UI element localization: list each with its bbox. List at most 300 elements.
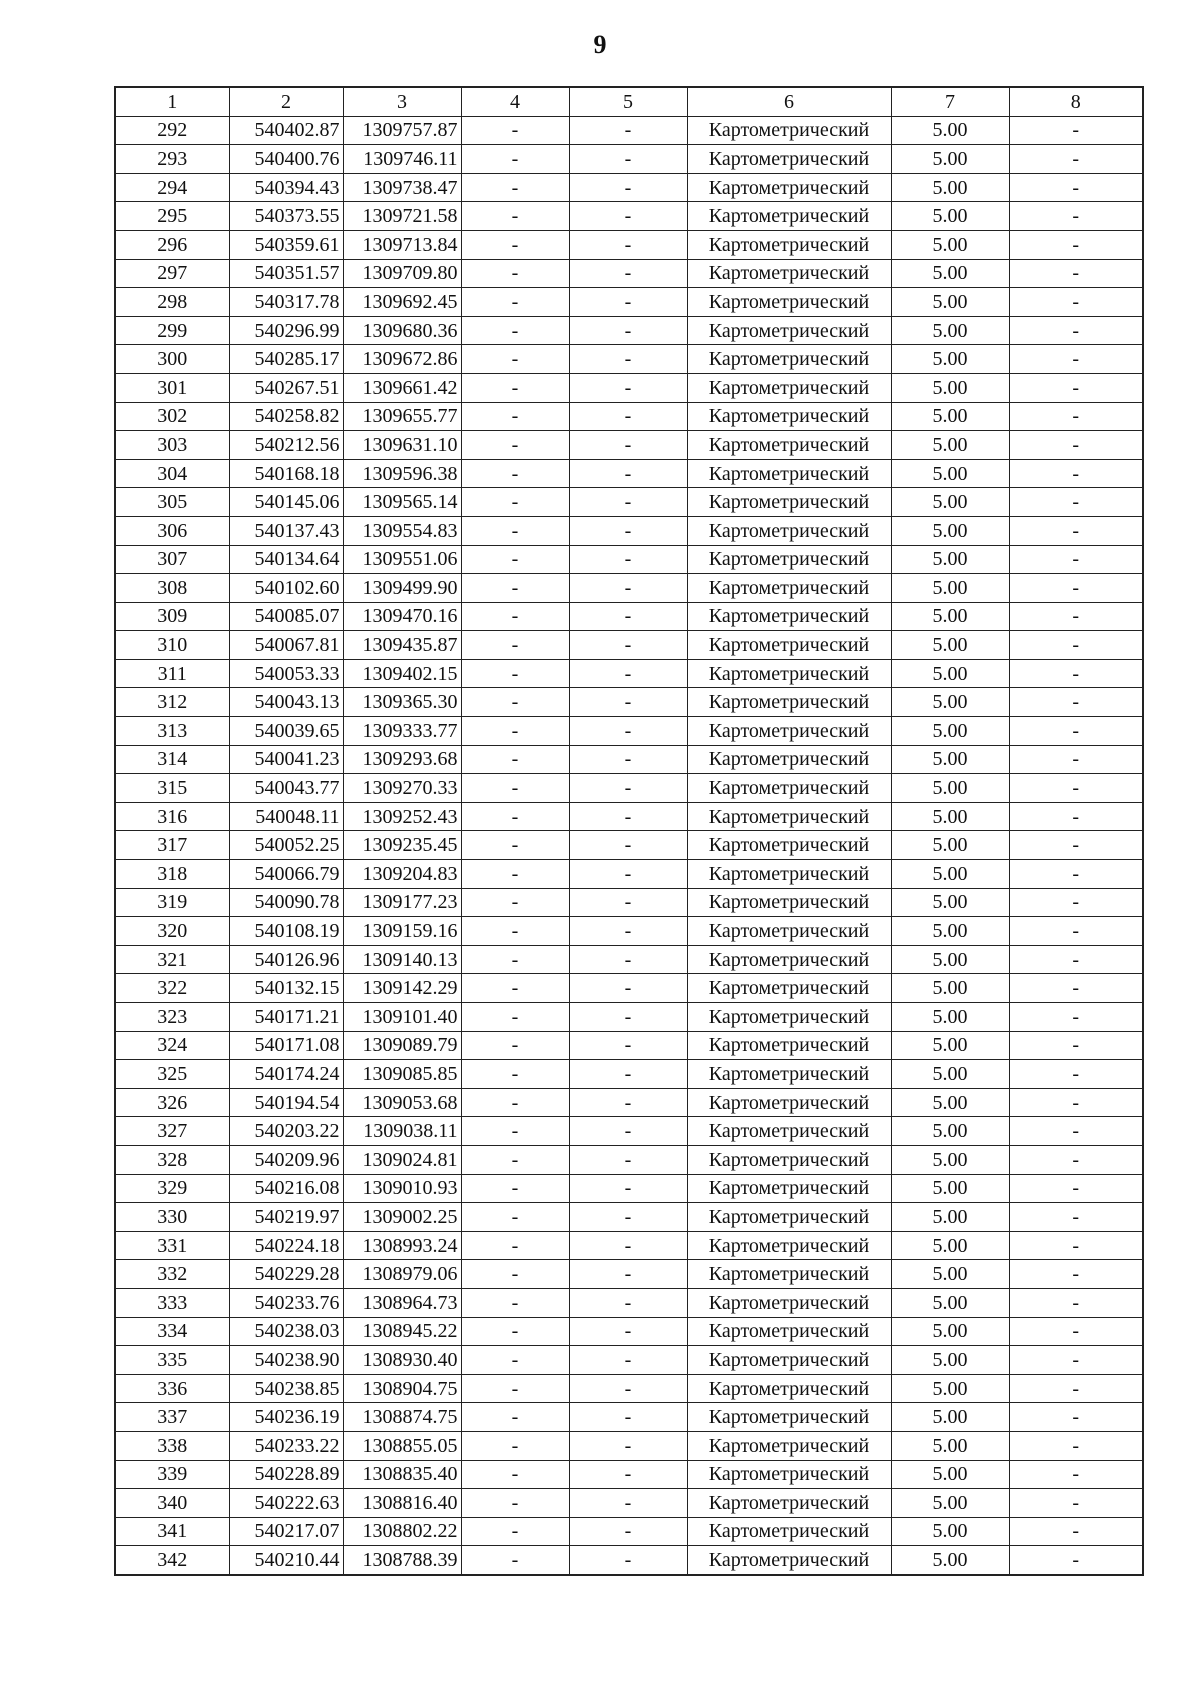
point-number-cell: 309 [115, 602, 229, 631]
y-coordinate-cell: 1309140.13 [343, 945, 461, 974]
y-coordinate-cell: 1309002.25 [343, 1203, 461, 1232]
accuracy-cell: 5.00 [891, 288, 1009, 317]
accuracy-cell: 5.00 [891, 516, 1009, 545]
point-number-cell: 299 [115, 316, 229, 345]
table-row [115, 1489, 1143, 1518]
col5-cell: - [569, 945, 687, 974]
col4-cell: - [461, 602, 569, 631]
col4-cell: - [461, 888, 569, 917]
col8-cell: - [1009, 917, 1143, 946]
accuracy-cell: 5.00 [891, 974, 1009, 1003]
accuracy-cell: 5.00 [891, 1060, 1009, 1089]
col5-cell: - [569, 230, 687, 259]
y-coordinate-cell: 1309680.36 [343, 316, 461, 345]
accuracy-cell: 5.00 [891, 1517, 1009, 1546]
method-cell: Картометрический [687, 717, 891, 746]
col4-cell: - [461, 545, 569, 574]
point-number-cell: 323 [115, 1003, 229, 1032]
y-coordinate-cell: 1309365.30 [343, 688, 461, 717]
point-number-cell: 329 [115, 1174, 229, 1203]
column-header-8: 8 [1009, 87, 1143, 116]
col5-cell: - [569, 1346, 687, 1375]
coordinates-table [114, 86, 1144, 1576]
col4-cell: - [461, 831, 569, 860]
y-coordinate-cell: 1309252.43 [343, 802, 461, 831]
accuracy-cell: 5.00 [891, 945, 1009, 974]
y-coordinate-cell: 1309435.87 [343, 631, 461, 660]
x-coordinate-cell: 540402.87 [229, 116, 343, 145]
col5-cell: - [569, 1203, 687, 1232]
col5-cell: - [569, 288, 687, 317]
x-coordinate-cell: 540048.11 [229, 802, 343, 831]
col8-cell: - [1009, 373, 1143, 402]
col4-cell: - [461, 945, 569, 974]
point-number-cell: 319 [115, 888, 229, 917]
col8-cell: - [1009, 1517, 1143, 1546]
col5-cell: - [569, 802, 687, 831]
method-cell: Картометрический [687, 917, 891, 946]
col4-cell: - [461, 1317, 569, 1346]
y-coordinate-cell: 1309746.11 [343, 145, 461, 174]
point-number-cell: 302 [115, 402, 229, 431]
x-coordinate-cell: 540052.25 [229, 831, 343, 860]
method-cell: Картометрический [687, 802, 891, 831]
col5-cell: - [569, 1403, 687, 1432]
y-coordinate-cell: 1309596.38 [343, 459, 461, 488]
table-row [115, 1431, 1143, 1460]
table-row [115, 631, 1143, 660]
col8-cell: - [1009, 888, 1143, 917]
x-coordinate-cell: 540217.07 [229, 1517, 343, 1546]
x-coordinate-cell: 540043.77 [229, 774, 343, 803]
col5-cell: - [569, 1546, 687, 1575]
y-coordinate-cell: 1309655.77 [343, 402, 461, 431]
col5-cell: - [569, 1117, 687, 1146]
x-coordinate-cell: 540285.17 [229, 345, 343, 374]
column-header-3: 3 [343, 87, 461, 116]
y-coordinate-cell: 1309713.84 [343, 230, 461, 259]
table-row [115, 1117, 1143, 1146]
accuracy-cell: 5.00 [891, 1374, 1009, 1403]
accuracy-cell: 5.00 [891, 1088, 1009, 1117]
col4-cell: - [461, 316, 569, 345]
x-coordinate-cell: 540067.81 [229, 631, 343, 660]
point-number-cell: 296 [115, 230, 229, 259]
column-header-7: 7 [891, 87, 1009, 116]
accuracy-cell: 5.00 [891, 1317, 1009, 1346]
y-coordinate-cell: 1308835.40 [343, 1460, 461, 1489]
table-row [115, 116, 1143, 145]
point-number-cell: 304 [115, 459, 229, 488]
point-number-cell: 342 [115, 1546, 229, 1575]
col8-cell: - [1009, 1145, 1143, 1174]
col8-cell: - [1009, 202, 1143, 231]
col8-cell: - [1009, 602, 1143, 631]
point-number-cell: 292 [115, 116, 229, 145]
y-coordinate-cell: 1308993.24 [343, 1231, 461, 1260]
accuracy-cell: 5.00 [891, 1117, 1009, 1146]
col5-cell: - [569, 173, 687, 202]
col4-cell: - [461, 1003, 569, 1032]
col8-cell: - [1009, 1403, 1143, 1432]
table-row [115, 802, 1143, 831]
point-number-cell: 320 [115, 917, 229, 946]
accuracy-cell: 5.00 [891, 202, 1009, 231]
x-coordinate-cell: 540267.51 [229, 373, 343, 402]
column-header-1: 1 [115, 87, 229, 116]
y-coordinate-cell: 1309757.87 [343, 116, 461, 145]
y-coordinate-cell: 1309235.45 [343, 831, 461, 860]
method-cell: Картометрический [687, 345, 891, 374]
y-coordinate-cell: 1308788.39 [343, 1546, 461, 1575]
table-row [115, 745, 1143, 774]
col5-cell: - [569, 1460, 687, 1489]
col5-cell: - [569, 688, 687, 717]
x-coordinate-cell: 540238.03 [229, 1317, 343, 1346]
y-coordinate-cell: 1308874.75 [343, 1403, 461, 1432]
method-cell: Картометрический [687, 488, 891, 517]
col4-cell: - [461, 1346, 569, 1375]
x-coordinate-cell: 540194.54 [229, 1088, 343, 1117]
method-cell: Картометрический [687, 1460, 891, 1489]
method-cell: Картометрический [687, 1203, 891, 1232]
col5-cell: - [569, 1174, 687, 1203]
table-row [115, 1517, 1143, 1546]
col8-cell: - [1009, 860, 1143, 889]
method-cell: Картометрический [687, 1031, 891, 1060]
table-row [115, 917, 1143, 946]
accuracy-cell: 5.00 [891, 917, 1009, 946]
y-coordinate-cell: 1308904.75 [343, 1374, 461, 1403]
x-coordinate-cell: 540090.78 [229, 888, 343, 917]
point-number-cell: 330 [115, 1203, 229, 1232]
accuracy-cell: 5.00 [891, 1174, 1009, 1203]
table-row [115, 1460, 1143, 1489]
accuracy-cell: 5.00 [891, 1260, 1009, 1289]
accuracy-cell: 5.00 [891, 545, 1009, 574]
x-coordinate-cell: 540209.96 [229, 1145, 343, 1174]
table-row [115, 1088, 1143, 1117]
point-number-cell: 313 [115, 717, 229, 746]
method-cell: Картометрический [687, 173, 891, 202]
table-row [115, 488, 1143, 517]
col4-cell: - [461, 917, 569, 946]
y-coordinate-cell: 1308802.22 [343, 1517, 461, 1546]
table-row [115, 659, 1143, 688]
x-coordinate-cell: 540351.57 [229, 259, 343, 288]
point-number-cell: 333 [115, 1288, 229, 1317]
y-coordinate-cell: 1309499.90 [343, 574, 461, 603]
col8-cell: - [1009, 717, 1143, 746]
table-body [115, 116, 1143, 1575]
table-row [115, 459, 1143, 488]
x-coordinate-cell: 540233.22 [229, 1431, 343, 1460]
col5-cell: - [569, 316, 687, 345]
col5-cell: - [569, 974, 687, 1003]
table-row [115, 774, 1143, 803]
col8-cell: - [1009, 802, 1143, 831]
accuracy-cell: 5.00 [891, 1489, 1009, 1518]
y-coordinate-cell: 1309177.23 [343, 888, 461, 917]
col8-cell: - [1009, 173, 1143, 202]
col5-cell: - [569, 259, 687, 288]
x-coordinate-cell: 540203.22 [229, 1117, 343, 1146]
y-coordinate-cell: 1309101.40 [343, 1003, 461, 1032]
table-row [115, 1288, 1143, 1317]
col8-cell: - [1009, 1460, 1143, 1489]
table-row [115, 230, 1143, 259]
y-coordinate-cell: 1308964.73 [343, 1288, 461, 1317]
col8-cell: - [1009, 1288, 1143, 1317]
col4-cell: - [461, 459, 569, 488]
method-cell: Картометрический [687, 631, 891, 660]
accuracy-cell: 5.00 [891, 1546, 1009, 1575]
method-cell: Картометрический [687, 1374, 891, 1403]
x-coordinate-cell: 540134.64 [229, 545, 343, 574]
method-cell: Картометрический [687, 602, 891, 631]
col5-cell: - [569, 717, 687, 746]
col4-cell: - [461, 288, 569, 317]
method-cell: Картометрический [687, 774, 891, 803]
point-number-cell: 340 [115, 1489, 229, 1518]
method-cell: Картометрический [687, 974, 891, 1003]
col8-cell: - [1009, 659, 1143, 688]
accuracy-cell: 5.00 [891, 1231, 1009, 1260]
method-cell: Картометрический [687, 1546, 891, 1575]
table-row [115, 1346, 1143, 1375]
y-coordinate-cell: 1309661.42 [343, 373, 461, 402]
point-number-cell: 339 [115, 1460, 229, 1489]
accuracy-cell: 5.00 [891, 1031, 1009, 1060]
col4-cell: - [461, 1145, 569, 1174]
method-cell: Картометрический [687, 1288, 891, 1317]
col8-cell: - [1009, 631, 1143, 660]
col4-cell: - [461, 373, 569, 402]
point-number-cell: 328 [115, 1145, 229, 1174]
col5-cell: - [569, 202, 687, 231]
col8-cell: - [1009, 774, 1143, 803]
method-cell: Картометрический [687, 431, 891, 460]
col8-cell: - [1009, 1546, 1143, 1575]
y-coordinate-cell: 1309089.79 [343, 1031, 461, 1060]
col4-cell: - [461, 345, 569, 374]
y-coordinate-cell: 1309402.15 [343, 659, 461, 688]
point-number-cell: 324 [115, 1031, 229, 1060]
x-coordinate-cell: 540359.61 [229, 230, 343, 259]
col8-cell: - [1009, 1088, 1143, 1117]
col5-cell: - [569, 774, 687, 803]
col4-cell: - [461, 745, 569, 774]
x-coordinate-cell: 540216.08 [229, 1174, 343, 1203]
col8-cell: - [1009, 831, 1143, 860]
x-coordinate-cell: 540233.76 [229, 1288, 343, 1317]
y-coordinate-cell: 1308855.05 [343, 1431, 461, 1460]
page-number: 9 [593, 30, 607, 59]
method-cell: Картометрический [687, 888, 891, 917]
x-coordinate-cell: 540400.76 [229, 145, 343, 174]
y-coordinate-cell: 1309565.14 [343, 488, 461, 517]
col5-cell: - [569, 1031, 687, 1060]
accuracy-cell: 5.00 [891, 431, 1009, 460]
col8-cell: - [1009, 1003, 1143, 1032]
col8-cell: - [1009, 1203, 1143, 1232]
accuracy-cell: 5.00 [891, 173, 1009, 202]
col5-cell: - [569, 145, 687, 174]
x-coordinate-cell: 540258.82 [229, 402, 343, 431]
accuracy-cell: 5.00 [891, 774, 1009, 803]
col4-cell: - [461, 1489, 569, 1518]
col8-cell: - [1009, 345, 1143, 374]
method-cell: Картометрический [687, 288, 891, 317]
col4-cell: - [461, 230, 569, 259]
table-row [115, 945, 1143, 974]
col5-cell: - [569, 574, 687, 603]
point-number-cell: 293 [115, 145, 229, 174]
point-number-cell: 332 [115, 1260, 229, 1289]
col4-cell: - [461, 1117, 569, 1146]
col4-cell: - [461, 116, 569, 145]
accuracy-cell: 5.00 [891, 402, 1009, 431]
method-cell: Картометрический [687, 1489, 891, 1518]
accuracy-cell: 5.00 [891, 1431, 1009, 1460]
point-number-cell: 336 [115, 1374, 229, 1403]
col8-cell: - [1009, 1060, 1143, 1089]
point-number-cell: 306 [115, 516, 229, 545]
header-row [115, 87, 1143, 116]
col8-cell: - [1009, 1117, 1143, 1146]
point-number-cell: 318 [115, 860, 229, 889]
accuracy-cell: 5.00 [891, 1460, 1009, 1489]
y-coordinate-cell: 1309293.68 [343, 745, 461, 774]
table-row [115, 688, 1143, 717]
point-number-cell: 334 [115, 1317, 229, 1346]
col8-cell: - [1009, 688, 1143, 717]
accuracy-cell: 5.00 [891, 860, 1009, 889]
x-coordinate-cell: 540238.90 [229, 1346, 343, 1375]
col8-cell: - [1009, 459, 1143, 488]
col5-cell: - [569, 1260, 687, 1289]
point-number-cell: 341 [115, 1517, 229, 1546]
table-row [115, 860, 1143, 889]
accuracy-cell: 5.00 [891, 1346, 1009, 1375]
table-row [115, 1174, 1143, 1203]
col5-cell: - [569, 1489, 687, 1518]
column-header-2: 2 [229, 87, 343, 116]
x-coordinate-cell: 540168.18 [229, 459, 343, 488]
point-number-cell: 321 [115, 945, 229, 974]
col4-cell: - [461, 202, 569, 231]
col5-cell: - [569, 631, 687, 660]
col5-cell: - [569, 1374, 687, 1403]
accuracy-cell: 5.00 [891, 659, 1009, 688]
col5-cell: - [569, 516, 687, 545]
x-coordinate-cell: 540053.33 [229, 659, 343, 688]
y-coordinate-cell: 1309721.58 [343, 202, 461, 231]
table-row [115, 1403, 1143, 1432]
table-row [115, 145, 1143, 174]
point-number-cell: 310 [115, 631, 229, 660]
accuracy-cell: 5.00 [891, 1003, 1009, 1032]
y-coordinate-cell: 1309631.10 [343, 431, 461, 460]
point-number-cell: 325 [115, 1060, 229, 1089]
accuracy-cell: 5.00 [891, 316, 1009, 345]
col8-cell: - [1009, 1374, 1143, 1403]
table-row [115, 1203, 1143, 1232]
col8-cell: - [1009, 1231, 1143, 1260]
y-coordinate-cell: 1308945.22 [343, 1317, 461, 1346]
col4-cell: - [461, 574, 569, 603]
point-number-cell: 294 [115, 173, 229, 202]
table-row [115, 717, 1143, 746]
x-coordinate-cell: 540145.06 [229, 488, 343, 517]
col5-cell: - [569, 602, 687, 631]
accuracy-cell: 5.00 [891, 688, 1009, 717]
col4-cell: - [461, 1517, 569, 1546]
accuracy-cell: 5.00 [891, 373, 1009, 402]
accuracy-cell: 5.00 [891, 602, 1009, 631]
method-cell: Картометрический [687, 545, 891, 574]
x-coordinate-cell: 540039.65 [229, 717, 343, 746]
y-coordinate-cell: 1309554.83 [343, 516, 461, 545]
col8-cell: - [1009, 230, 1143, 259]
col4-cell: - [461, 1231, 569, 1260]
col4-cell: - [461, 1088, 569, 1117]
accuracy-cell: 5.00 [891, 459, 1009, 488]
method-cell: Картометрический [687, 316, 891, 345]
y-coordinate-cell: 1309085.85 [343, 1060, 461, 1089]
x-coordinate-cell: 540238.85 [229, 1374, 343, 1403]
point-number-cell: 311 [115, 659, 229, 688]
point-number-cell: 297 [115, 259, 229, 288]
col8-cell: - [1009, 516, 1143, 545]
y-coordinate-cell: 1309672.86 [343, 345, 461, 374]
y-coordinate-cell: 1309038.11 [343, 1117, 461, 1146]
table-row [115, 173, 1143, 202]
method-cell: Картометрический [687, 145, 891, 174]
method-cell: Картометрический [687, 459, 891, 488]
point-number-cell: 337 [115, 1403, 229, 1432]
table-row [115, 1145, 1143, 1174]
col5-cell: - [569, 1317, 687, 1346]
col5-cell: - [569, 917, 687, 946]
table-row [115, 345, 1143, 374]
col4-cell: - [461, 974, 569, 1003]
col8-cell: - [1009, 1317, 1143, 1346]
method-cell: Картометрический [687, 402, 891, 431]
table-row [115, 288, 1143, 317]
y-coordinate-cell: 1309159.16 [343, 917, 461, 946]
x-coordinate-cell: 540212.56 [229, 431, 343, 460]
col5-cell: - [569, 1088, 687, 1117]
point-number-cell: 301 [115, 373, 229, 402]
x-coordinate-cell: 540108.19 [229, 917, 343, 946]
point-number-cell: 303 [115, 431, 229, 460]
col8-cell: - [1009, 116, 1143, 145]
y-coordinate-cell: 1308930.40 [343, 1346, 461, 1375]
col5-cell: - [569, 659, 687, 688]
col8-cell: - [1009, 1346, 1143, 1375]
x-coordinate-cell: 540224.18 [229, 1231, 343, 1260]
table-row [115, 259, 1143, 288]
point-number-cell: 317 [115, 831, 229, 860]
method-cell: Картометрический [687, 259, 891, 288]
y-coordinate-cell: 1309204.83 [343, 860, 461, 889]
column-header-4: 4 [461, 87, 569, 116]
table-row [115, 1317, 1143, 1346]
table-row [115, 431, 1143, 460]
table-row [115, 402, 1143, 431]
accuracy-cell: 5.00 [891, 1145, 1009, 1174]
